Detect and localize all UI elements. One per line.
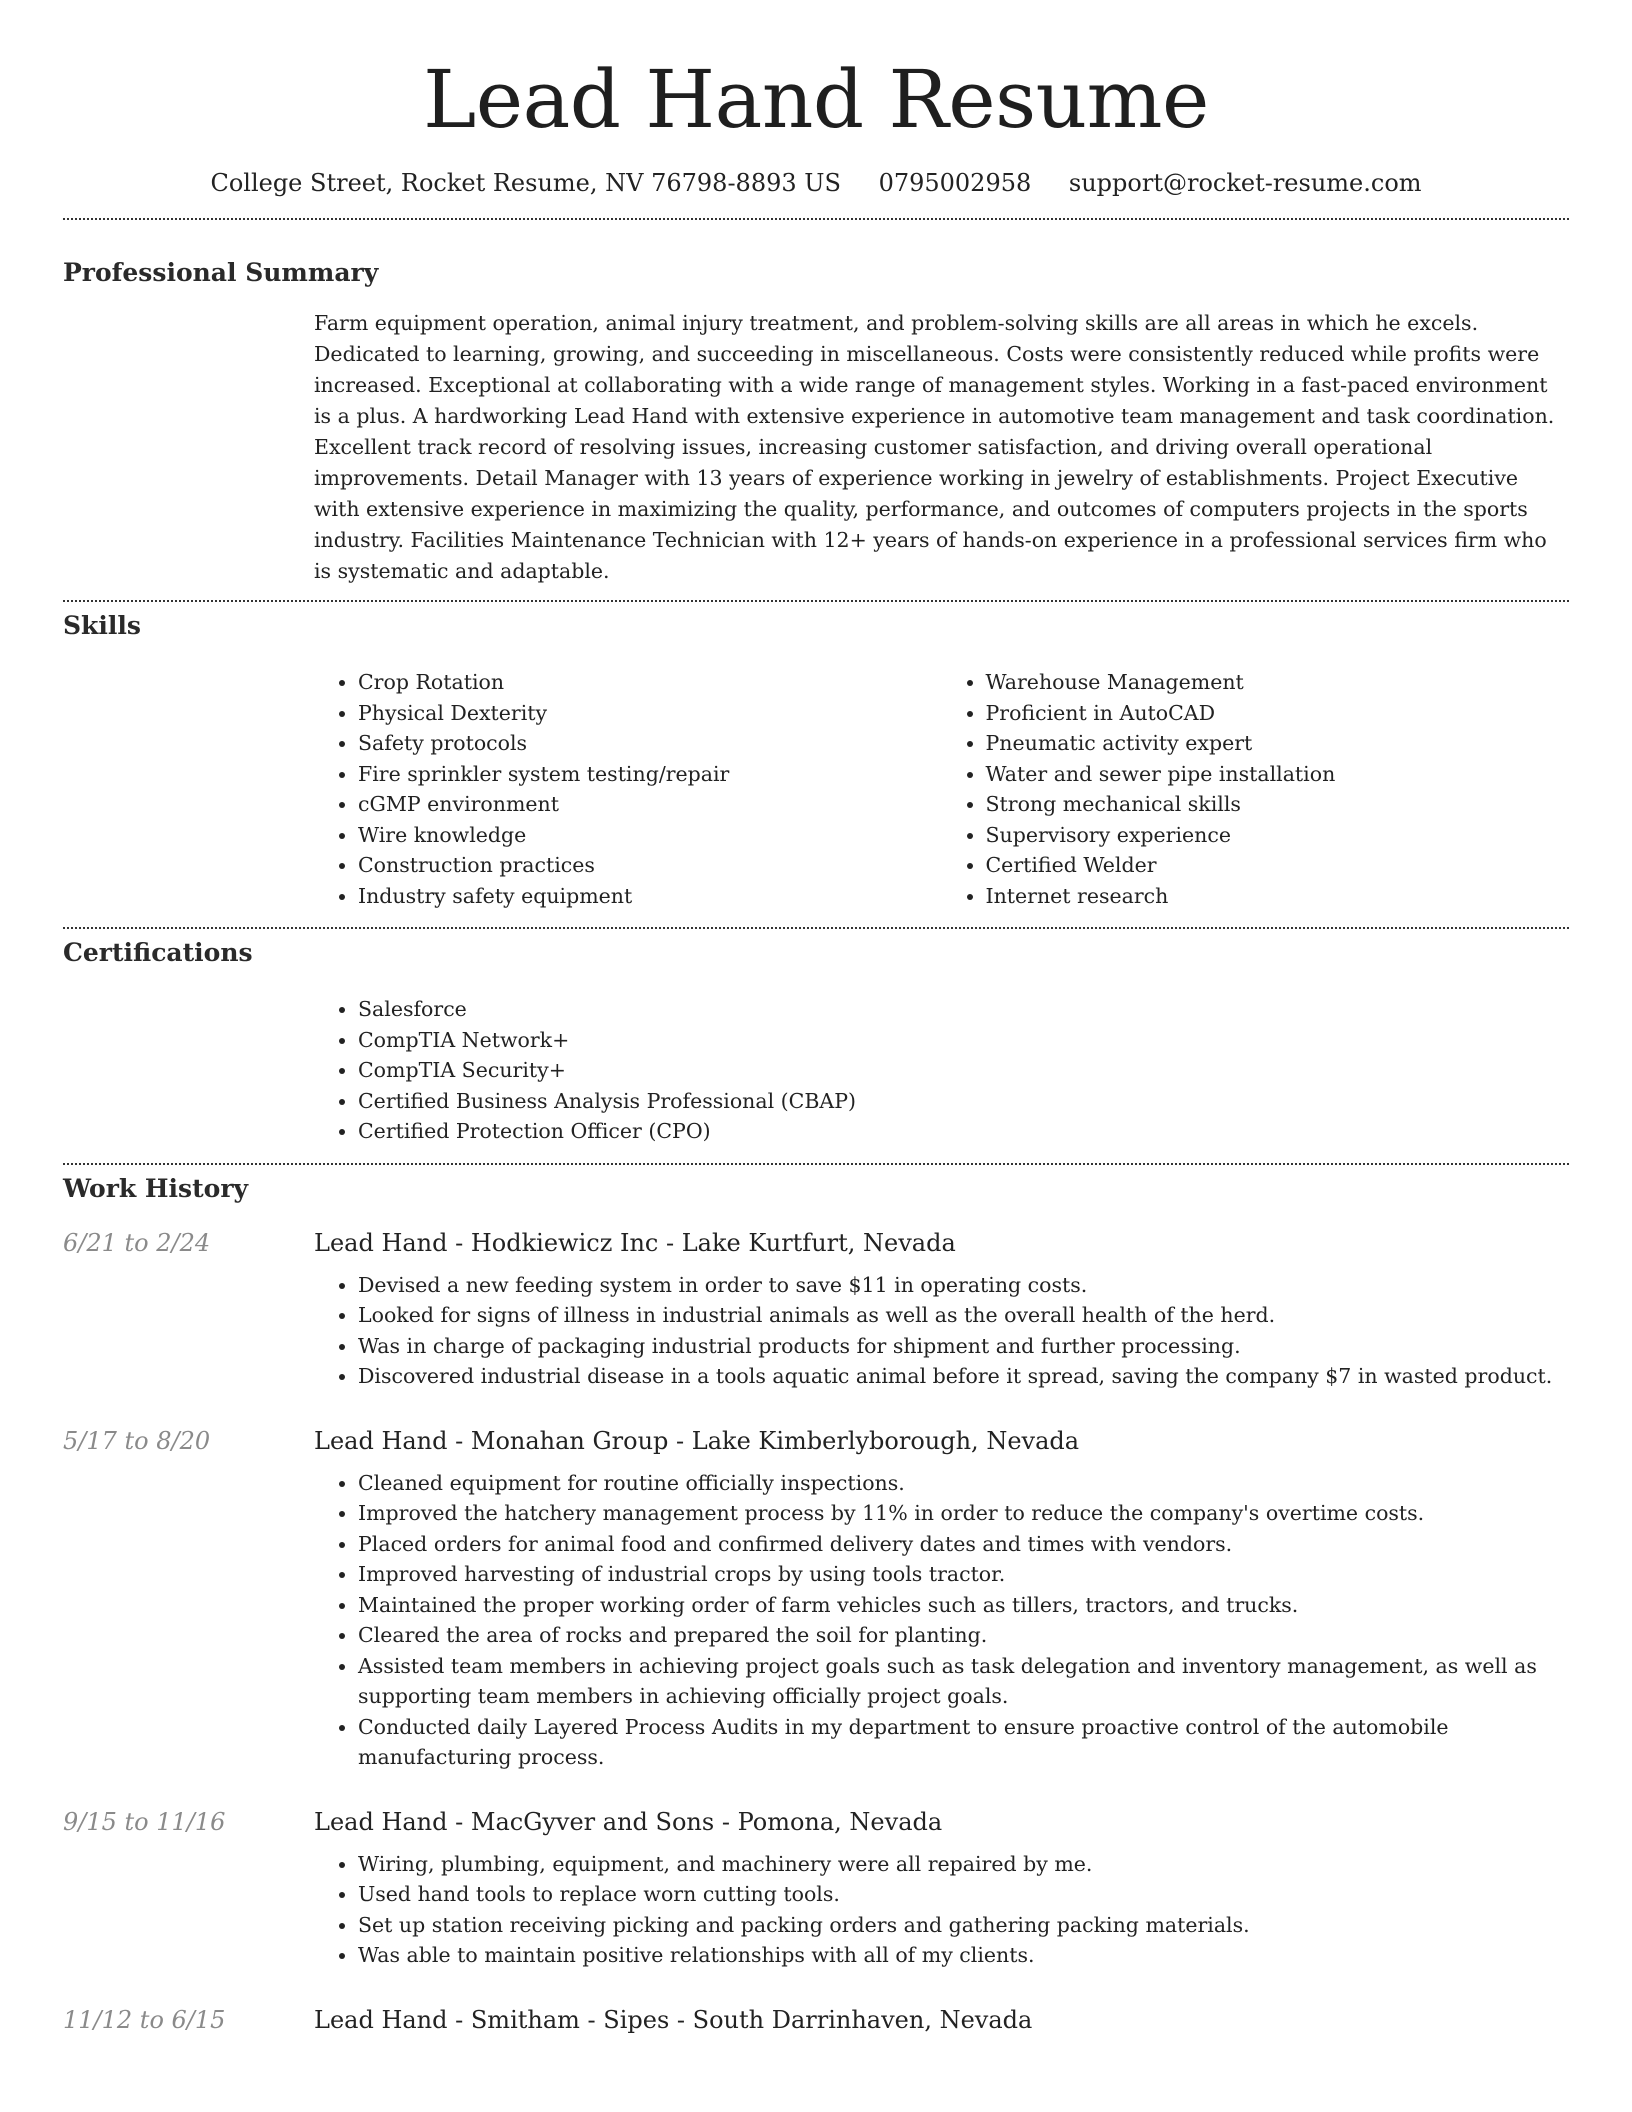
certifications-list [314, 994, 1569, 1147]
job-dates: 11/12 to 6/15 [63, 2005, 226, 2034]
skill-item: • Pneumatic activity expert [986, 728, 1570, 759]
skill-item: • Safety protocols [358, 728, 942, 759]
summary-section [63, 258, 1569, 600]
certifications-heading: Certifications [63, 938, 253, 967]
job-entry [63, 1807, 1569, 1971]
skill-item: • Wire knowledge [358, 820, 942, 851]
job-title: Lead Hand - Monahan Group - Lake Kimberlyborough, Nevada [314, 1426, 1080, 1455]
skill-item: • Warehouse Management [986, 667, 1570, 698]
skills-heading: Skills [63, 611, 141, 640]
job-bullets [314, 1468, 1569, 1773]
job-bullet: • Was in charge of packaging industrial products for shipment and further processing. [358, 1331, 1569, 1362]
skills-section [63, 611, 1569, 927]
job-entry [63, 1426, 1569, 1773]
job-bullet: • Maintained the proper working order of farm vehicles such as tillers, tractors, and trucks. [358, 1590, 1569, 1621]
skills-columns [314, 667, 1569, 927]
skill-item: • Internet research [986, 881, 1570, 912]
job-dates: 5/17 to 8/20 [63, 1426, 211, 1455]
certification-item: • Certified Business Analysis Professional (CBAP) [358, 1086, 1569, 1117]
job-bullet: • Wiring, plumbing, equipment, and machinery were all repaired by me. [358, 1849, 1569, 1880]
skill-item: • Proficient in AutoCAD [986, 698, 1570, 729]
job-title: Lead Hand - Smitham - Sipes - South Darrinhaven, Nevada [314, 2005, 1033, 2034]
job-header [63, 1807, 1569, 1837]
summary-text: Farm equipment operation, animal injury treatment, and problem-solving skills are all areas in which he excels. Dedicated to learning, growing, and succeeding in miscellaneous. Costs were consistently reduced while profits were increased. Exceptional at collaborating with a wide range of management styles. Working in a fast-paced environment is a plus. A hardworking Lead Hand with extensive experience in automotive team management and task coordination. Excellent track record of resolving issues, increasing customer satisfaction, and driving overall operational improvements. Detail Manager with 13 years of experience working in jewelry of establishments. Project Executive with extensive experience in maximizing the quality, performance, and outcomes of computers projects in the sports industry. Facilities Maintenance Technician with 12+ years of hands-on experience in a professional services firm who is systematic and adaptable. [314, 311, 1555, 583]
skill-item: • Physical Dexterity [358, 698, 942, 729]
resume-title: Lead Hand Resume [423, 53, 1209, 146]
job-bullet: • Set up station receiving picking and packing orders and gathering packing materials. [358, 1910, 1569, 1941]
skill-item: • Water and sewer pipe installation [986, 759, 1570, 790]
skill-item: • Strong mechanical skills [986, 789, 1570, 820]
job-entry [63, 2005, 1569, 2035]
job-bullet: • Cleaned equipment for routine officially inspections. [358, 1468, 1569, 1499]
job-header [63, 1426, 1569, 1456]
contact-email: support@rocket-resume.com [1068, 169, 1422, 197]
certification-item: • Salesforce [358, 994, 1569, 1025]
job-bullet: • Conducted daily Layered Process Audits in my department to ensure proactive control of the automobile manufacturing process. [358, 1712, 1569, 1773]
job-bullet: • Devised a new feeding system in order to save $11 in operating costs. [358, 1270, 1569, 1301]
certifications-body [314, 994, 1569, 1163]
skills-list-left [314, 667, 942, 911]
certification-item: • CompTIA Security+ [358, 1055, 1569, 1086]
job-bullet: • Assisted team members in achieving project goals such as task delegation and inventory management, as well as supporting team members in achieving officially project goals. [358, 1651, 1569, 1712]
certifications-section [63, 938, 1569, 1163]
contact-address: College Street, Rocket Resume, NV 76798-8893 US [210, 169, 841, 197]
skills-list-right [942, 667, 1570, 911]
job-bullets [314, 1270, 1569, 1392]
summary-body [314, 308, 1569, 600]
skill-item: • Industry safety equipment [358, 881, 942, 912]
contact-phone: 0795002958 [878, 169, 1032, 197]
work-history-heading: Work History [63, 1173, 249, 1203]
job-bullet: • Improved the hatchery management process by 11% in order to reduce the company's overtime costs. [358, 1498, 1569, 1529]
skill-item: • Supervisory experience [986, 820, 1570, 851]
section-divider [63, 600, 1569, 602]
job-bullet: • Looked for signs of illness in industrial animals as well as the overall health of the herd. [358, 1300, 1569, 1331]
skill-item: • cGMP environment [358, 789, 942, 820]
certification-item: • Certified Protection Officer (CPO) [358, 1116, 1569, 1147]
contact-line [63, 168, 1569, 198]
job-title: Lead Hand - MacGyver and Sons - Pomona, Nevada [314, 1807, 943, 1836]
job-bullet: • Was able to maintain positive relationships with all of my clients. [358, 1940, 1569, 1971]
job-bullet: • Improved harvesting of industrial crops by using tools tractor. [358, 1559, 1569, 1590]
job-bullet-list [314, 1468, 1569, 1773]
job-dates: 9/15 to 11/16 [63, 1807, 226, 1836]
job-bullet-list [314, 1849, 1569, 1971]
work-history-section [63, 1174, 1569, 2035]
skill-item: • Crop Rotation [358, 667, 942, 698]
section-divider [63, 218, 1569, 220]
job-dates: 6/21 to 2/24 [63, 1228, 211, 1257]
job-bullet: • Discovered industrial disease in a tools aquatic animal before it spread, saving the company $7 in wasted product. [358, 1361, 1569, 1392]
job-bullet-list [314, 1270, 1569, 1392]
section-divider [63, 927, 1569, 929]
job-bullet: • Cleared the area of rocks and prepared the soil for planting. [358, 1620, 1569, 1651]
skill-item: • Fire sprinkler system testing/repair [358, 759, 942, 790]
skill-item: • Certified Welder [986, 850, 1570, 881]
summary-heading: Professional Summary [63, 258, 379, 287]
section-divider [63, 1163, 1569, 1165]
job-bullet: • Placed orders for animal food and confirmed delivery dates and times with vendors. [358, 1529, 1569, 1560]
skill-item: • Construction practices [358, 850, 942, 881]
job-title: Lead Hand - Hodkiewicz Inc - Lake Kurtfurt, Nevada [314, 1228, 956, 1257]
job-bullet: • Used hand tools to replace worn cutting tools. [358, 1879, 1569, 1910]
job-bullets [314, 1849, 1569, 1971]
certification-item: • CompTIA Network+ [358, 1025, 1569, 1056]
job-header [63, 2005, 1569, 2035]
job-entry [63, 1228, 1569, 1392]
job-header [63, 1228, 1569, 1258]
